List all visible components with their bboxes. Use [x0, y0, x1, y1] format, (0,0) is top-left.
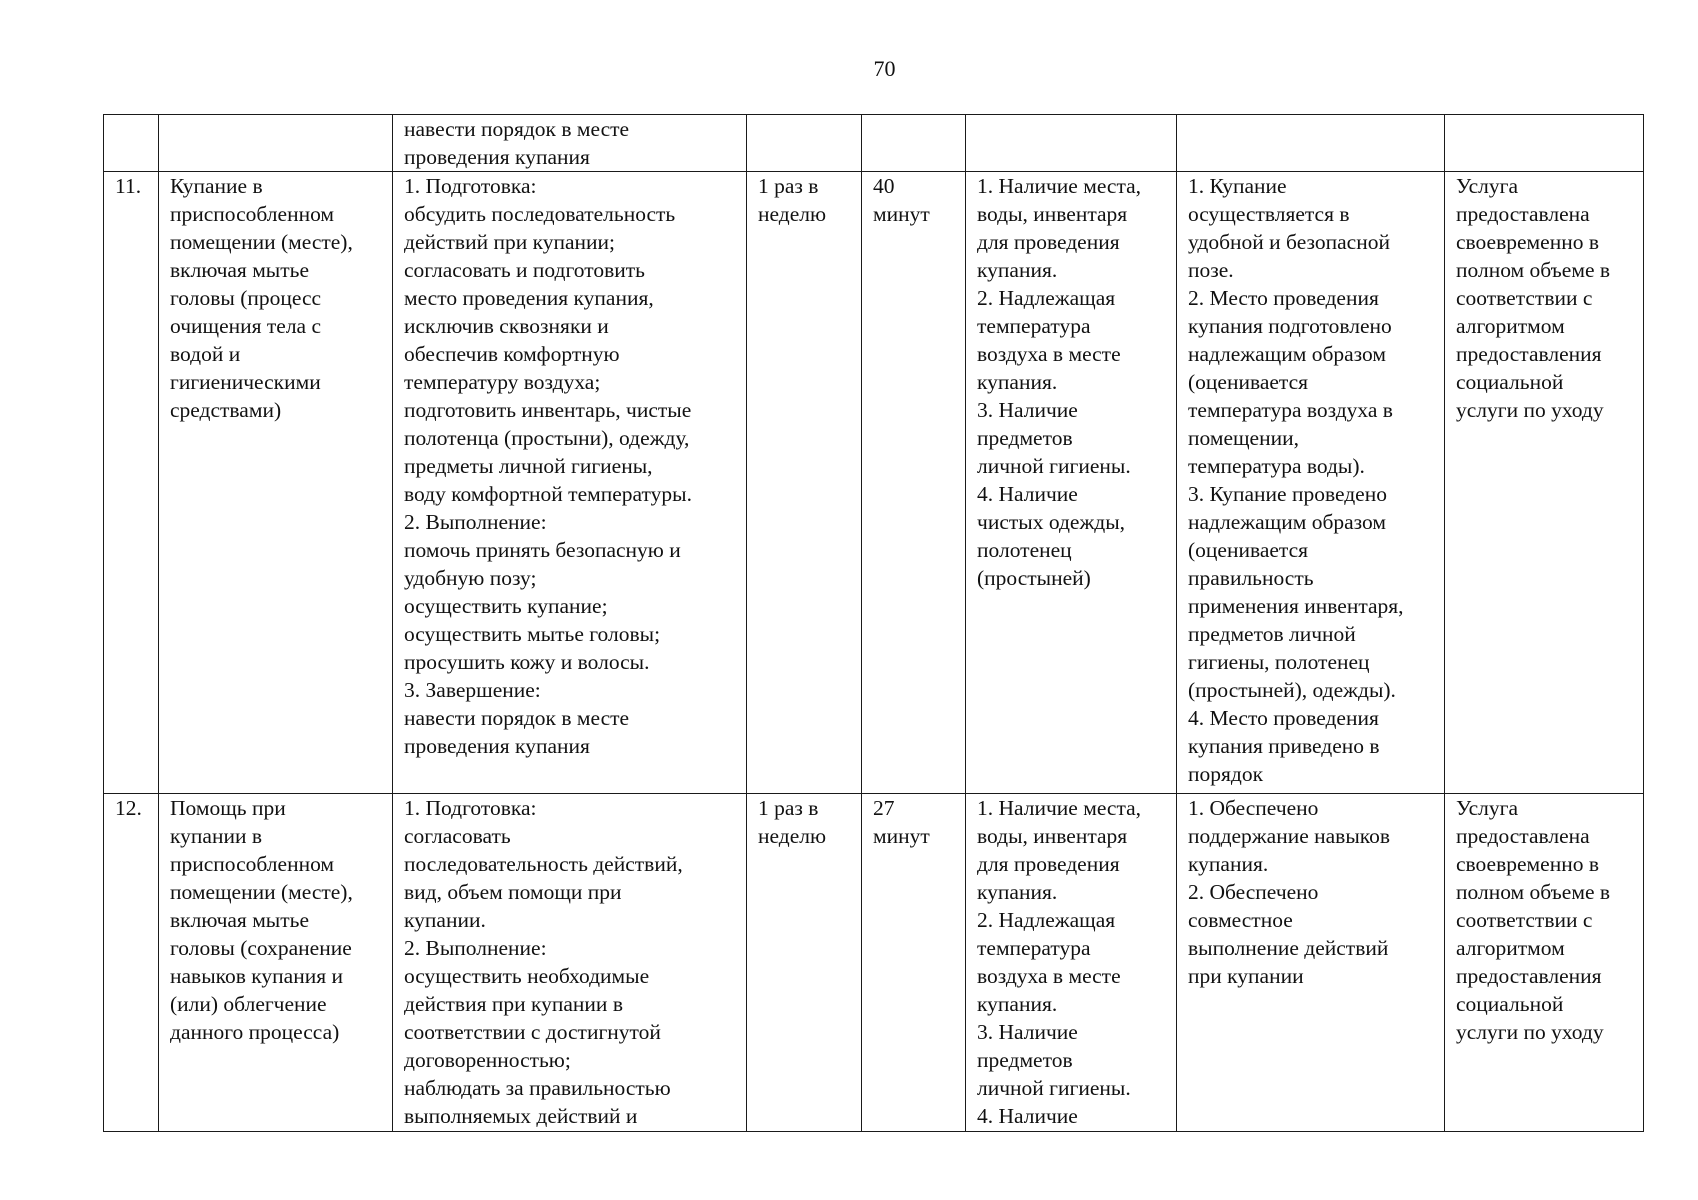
cell-line: исключив сквозняки и: [404, 314, 609, 338]
cell-line: при купании: [1188, 964, 1304, 988]
cell-line: для проведения: [977, 852, 1120, 876]
cell-line: надлежащим образом: [1188, 510, 1386, 534]
cell-line: алгоритмом: [1456, 314, 1565, 338]
cell-line: навыков купания и: [170, 964, 343, 988]
cell-line: 4. Наличие: [977, 482, 1078, 506]
cell-line: воздуха в месте: [977, 964, 1121, 988]
cell-line: выполнение действий: [1188, 936, 1389, 960]
frequency-cell: [747, 115, 862, 172]
cell-line: Купание в: [170, 174, 263, 198]
cell-line: головы (процесс: [170, 286, 322, 310]
cell-line: воздуха в месте: [977, 342, 1121, 366]
cell-line: включая мытье: [170, 258, 309, 282]
cell-line: (или) облегчение: [170, 992, 327, 1016]
cell-line: услуги по уходу: [1456, 398, 1604, 422]
cell-line: надлежащим образом: [1188, 342, 1386, 366]
cell-line: соответствии с: [1456, 908, 1593, 932]
cell-line: полотенца (простыни), одежду,: [404, 426, 690, 450]
frequency-cell: [747, 794, 862, 1132]
cell-line: предоставлена: [1456, 202, 1590, 226]
cell-line: алгоритмом: [1456, 936, 1565, 960]
cell-line: водой и: [170, 342, 241, 366]
cell-line: очищения тела с: [170, 314, 322, 338]
cell-line: обеспечив комфортную: [404, 342, 620, 366]
result-cell: [1445, 115, 1644, 172]
cell-line: помещении,: [1188, 426, 1299, 450]
duration-cell: [862, 115, 966, 172]
cell-line: действия при купании в: [404, 992, 623, 1016]
cell-line: проведения купания: [404, 734, 590, 758]
cell-line: 3. Завершение:: [404, 678, 541, 702]
cell-line: средствами): [170, 398, 282, 422]
cell-line: 1. Наличие места,: [977, 174, 1142, 198]
cell-line: купания.: [977, 258, 1058, 282]
cell-line: позе.: [1188, 258, 1234, 282]
conditions-cell: [966, 172, 1177, 794]
cell-line: предоставления: [1456, 342, 1602, 366]
cell-line: 40: [873, 174, 895, 198]
cell-line: поддержание навыков: [1188, 824, 1391, 848]
cell-line: данного процесса): [170, 1020, 340, 1044]
result-cell: [1445, 172, 1644, 794]
service-name-cell: [159, 115, 393, 172]
cell-line: 1. Купание: [1188, 174, 1287, 198]
cell-line: 2. Выполнение:: [404, 510, 547, 534]
cell-line: правильность: [1188, 566, 1314, 590]
cell-line: 1 раз в: [758, 796, 819, 820]
cell-line: неделю: [758, 824, 827, 848]
service-steps-cell: [393, 172, 747, 794]
conditions-cell: [966, 115, 1177, 172]
cell-line: купания.: [1188, 852, 1269, 876]
frequency-cell: [747, 172, 862, 794]
cell-line: 3. Наличие: [977, 1020, 1078, 1044]
cell-line: температура: [977, 936, 1091, 960]
cell-line: полном объеме в: [1456, 258, 1611, 282]
cell-line: проведения купания: [404, 145, 590, 169]
table-row: [104, 794, 1644, 1132]
cell-line: согласовать: [404, 824, 511, 848]
cell-line: место проведения купания,: [404, 286, 654, 310]
cell-line: предоставления: [1456, 964, 1602, 988]
cell-line: обсудить последовательность: [404, 202, 676, 226]
cell-line: 2. Место проведения: [1188, 286, 1379, 310]
cell-line: предметы личной гигиены,: [404, 454, 653, 478]
cell-line: минут: [873, 202, 930, 226]
cell-line: предметов личной: [1188, 622, 1356, 646]
cell-line: для проведения: [977, 230, 1120, 254]
cell-line: 3. Купание проведено: [1188, 482, 1387, 506]
cell-line: осуществить мытье головы;: [404, 622, 661, 646]
services-table: [103, 114, 1644, 1132]
cell-line: навести порядок в месте: [404, 706, 630, 730]
cell-line: (простыней): [977, 566, 1091, 590]
cell-line: помещении (месте),: [170, 880, 353, 904]
cell-line: предметов: [977, 1048, 1073, 1072]
cell-line: 4. Наличие: [977, 1104, 1078, 1128]
cell-line: действий при купании;: [404, 230, 616, 254]
cell-line: удобной и безопасной: [1188, 230, 1390, 254]
cell-line: удобную позу;: [404, 566, 537, 590]
cell-line: 2. Выполнение:: [404, 936, 547, 960]
cell-line: приспособленном: [170, 202, 335, 226]
row-number-cell: 11.: [104, 172, 159, 794]
cell-line: (простыней), одежды).: [1188, 678, 1396, 702]
cell-line: навести порядок в месте: [404, 117, 630, 141]
cell-line: купания.: [977, 880, 1058, 904]
cell-line: услуги по уходу: [1456, 1020, 1604, 1044]
cell-line: осуществить необходимые: [404, 964, 650, 988]
cell-line: просушить кожу и волосы.: [404, 650, 650, 674]
cell-line: осуществить купание;: [404, 594, 608, 618]
row-number-cell: [104, 115, 159, 172]
cell-line: полном объеме в: [1456, 880, 1611, 904]
cell-line: воды, инвентаря: [977, 824, 1128, 848]
cell-line: 1. Обеспечено: [1188, 796, 1319, 820]
quality-criteria-cell: [1177, 115, 1445, 172]
service-name-cell: [159, 794, 393, 1132]
cell-line: 1. Наличие места,: [977, 796, 1142, 820]
cell-line: порядок: [1188, 762, 1264, 786]
cell-line: воды, инвентаря: [977, 202, 1128, 226]
cell-line: (оценивается: [1188, 538, 1309, 562]
cell-line: неделю: [758, 202, 827, 226]
table-row: [104, 172, 1644, 794]
cell-line: включая мытье: [170, 908, 309, 932]
duration-cell: [862, 794, 966, 1132]
cell-line: Услуга: [1456, 174, 1519, 198]
cell-line: 2. Надлежащая: [977, 908, 1116, 932]
cell-line: головы (сохранение: [170, 936, 352, 960]
cell-line: соответствии с достигнутой: [404, 1020, 661, 1044]
cell-line: гигиены, полотенец: [1188, 650, 1370, 674]
cell-line: минут: [873, 824, 930, 848]
cell-line: 2. Обеспечено: [1188, 880, 1319, 904]
cell-line: купания приведено в: [1188, 734, 1380, 758]
service-steps-cell: [393, 794, 747, 1132]
cell-line: Услуга: [1456, 796, 1519, 820]
cell-line: помещении (месте),: [170, 230, 353, 254]
result-cell: [1445, 794, 1644, 1132]
cell-line: выполняемых действий и: [404, 1104, 638, 1128]
cell-line: договоренностью;: [404, 1048, 571, 1072]
cell-line: Помощь при: [170, 796, 286, 820]
cell-line: своевременно в: [1456, 230, 1599, 254]
cell-line: осуществляется в: [1188, 202, 1350, 226]
cell-line: приспособленном: [170, 852, 335, 876]
cell-line: температура воды).: [1188, 454, 1365, 478]
cell-line: (оценивается: [1188, 370, 1309, 394]
service-steps-cell: [393, 115, 747, 172]
cell-line: личной гигиены.: [977, 1076, 1131, 1100]
cell-line: 1. Подготовка:: [404, 796, 537, 820]
cell-line: согласовать и подготовить: [404, 258, 645, 282]
cell-line: применения инвентаря,: [1188, 594, 1404, 618]
cell-line: социальной: [1456, 992, 1564, 1016]
cell-line: 4. Место проведения: [1188, 706, 1379, 730]
cell-line: 2. Надлежащая: [977, 286, 1116, 310]
cell-line: вид, объем помощи при: [404, 880, 622, 904]
cell-line: социальной: [1456, 370, 1564, 394]
cell-line: соответствии с: [1456, 286, 1593, 310]
cell-line: 1 раз в: [758, 174, 819, 198]
cell-line: личной гигиены.: [977, 454, 1131, 478]
cell-line: последовательность действий,: [404, 852, 683, 876]
cell-line: купания подготовлено: [1188, 314, 1392, 338]
row-number-cell: 12.: [104, 794, 159, 1132]
cell-line: температура: [977, 314, 1091, 338]
cell-line: воду комфортной температуры.: [404, 482, 692, 506]
conditions-cell: [966, 794, 1177, 1132]
quality-criteria-cell: [1177, 172, 1445, 794]
cell-line: купания.: [977, 992, 1058, 1016]
cell-line: предоставлена: [1456, 824, 1590, 848]
quality-criteria-cell: [1177, 794, 1445, 1132]
cell-line: 1. Подготовка:: [404, 174, 537, 198]
cell-line: предметов: [977, 426, 1073, 450]
cell-line: подготовить инвентарь, чистые: [404, 398, 692, 422]
cell-line: полотенец: [977, 538, 1072, 562]
cell-line: помочь принять безопасную и: [404, 538, 681, 562]
cell-line: 3. Наличие: [977, 398, 1078, 422]
cell-line: своевременно в: [1456, 852, 1599, 876]
page-number: 70: [873, 56, 896, 81]
cell-line: чистых одежды,: [977, 510, 1126, 534]
cell-line: температура воздуха в: [1188, 398, 1393, 422]
cell-line: совместное: [1188, 908, 1293, 932]
cell-line: температуру воздуха;: [404, 370, 601, 394]
service-name-cell: [159, 172, 393, 794]
cell-line: 27: [873, 796, 895, 820]
duration-cell: [862, 172, 966, 794]
table-row: [104, 115, 1644, 172]
cell-line: купании в: [170, 824, 262, 848]
cell-line: купания.: [977, 370, 1058, 394]
cell-line: наблюдать за правильностью: [404, 1076, 671, 1100]
cell-line: гигиеническими: [170, 370, 321, 394]
cell-line: купании.: [404, 908, 486, 932]
